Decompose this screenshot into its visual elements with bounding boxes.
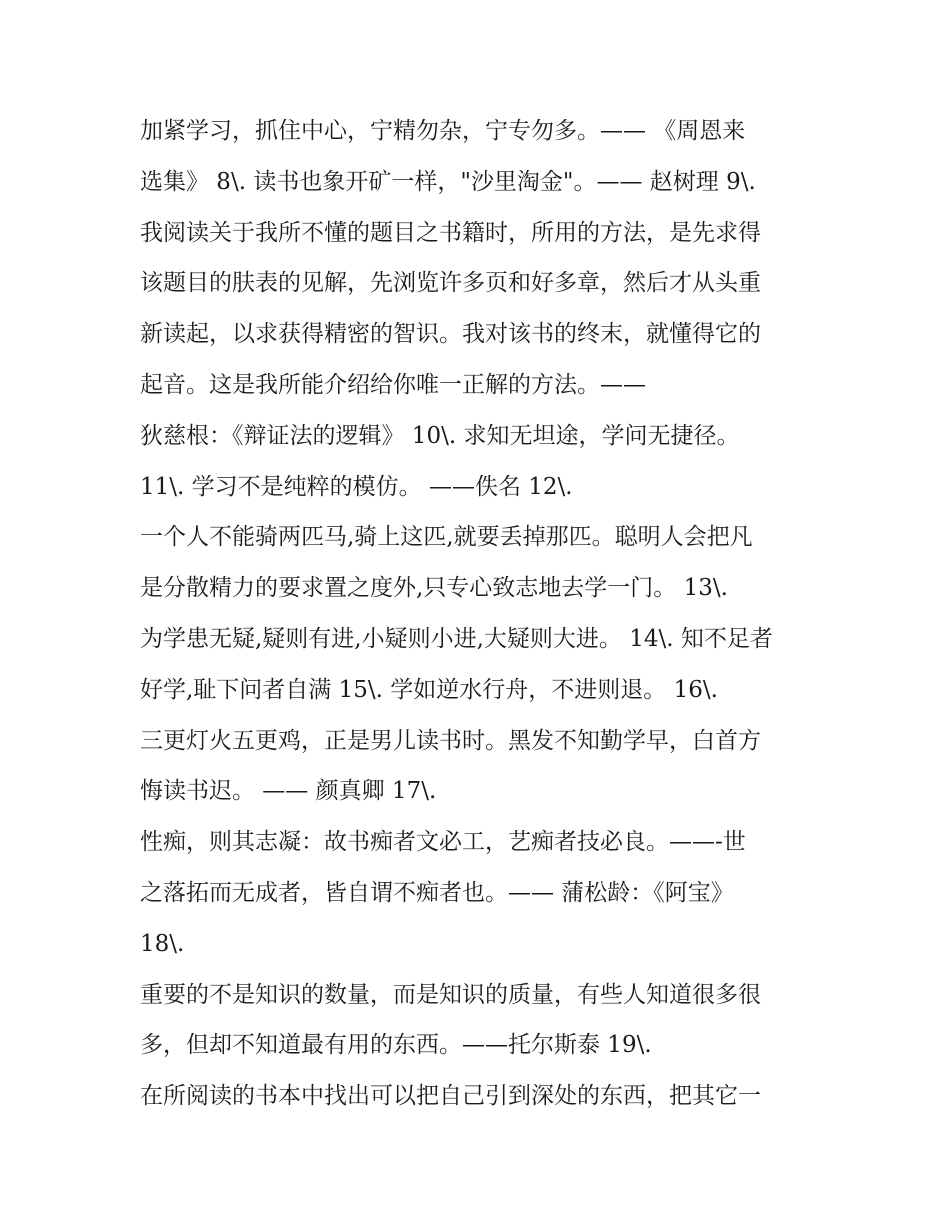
text-line: 在所阅读的书本中找出可以把自己引到深处的东西，把其它一 bbox=[140, 1083, 761, 1110]
text-line: 18\. bbox=[140, 930, 185, 957]
text-line: 之落拓而无成者，皆自谓不痴者也。—— 蒲松龄：《阿宝》 bbox=[140, 880, 734, 906]
text-line: 一个人不能骑两匹马,骑上这匹,就要丢掉那匹。聪明人会把凡 bbox=[140, 524, 753, 551]
text-line: 11\. 学习不是纯粹的模仿。 ——佚名 12\. bbox=[140, 473, 573, 500]
text-line: 加紧学习，抓住中心，宁精勿杂，宁专勿多。—— 《周恩来 bbox=[140, 118, 746, 144]
text-line: 好学,耻下问者自满 15\. 学如逆水行舟，不进则退。 16\. bbox=[140, 676, 718, 703]
text-line: 性痴，则其志凝：故书痴者文必工，艺痴者技必良。——-世 bbox=[140, 829, 746, 856]
text-line: 我阅读关于我所不懂的题目之书籍时，所用的方法，是先求得 bbox=[140, 219, 761, 246]
text-line: 多，但却不知道最有用的东西。——托尔斯泰 19\. bbox=[140, 1032, 652, 1059]
text-line: 新读起，以求获得精密的智识。我对该书的终末，就懂得它的 bbox=[140, 321, 761, 348]
text-line: 起音。这是我所能介绍给你唯一正解的方法。—— bbox=[140, 372, 646, 398]
text-line: 选集》 8\. 读书也象开矿一样，"沙里淘金"。—— 赵树理 9\. bbox=[140, 168, 756, 195]
text-line: 该题目的肤表的见解，先浏览许多页和好多章，然后才从头重 bbox=[140, 270, 761, 297]
text-line: 重要的不是知识的数量，而是知识的质量，有些人知道很多很 bbox=[140, 981, 761, 1008]
text-line: 三更灯火五更鸡，正是男儿读书时。黑发不知勤学早，白首方 bbox=[140, 727, 761, 754]
text-line: 悔读书迟。 —— 颜真卿 17\. bbox=[140, 778, 437, 805]
text-line: 是分散精力的要求置之度外,只专心致志地去学一门。 13\. bbox=[140, 575, 728, 602]
text-line: 为学患无疑,疑则有进,小疑则小进,大疑则大进。 14\. 知不足者 bbox=[140, 626, 773, 652]
text-line: 狄慈根：《辩证法的逻辑》 10\. 求知无坦途，学问无捷径。 bbox=[140, 422, 740, 449]
